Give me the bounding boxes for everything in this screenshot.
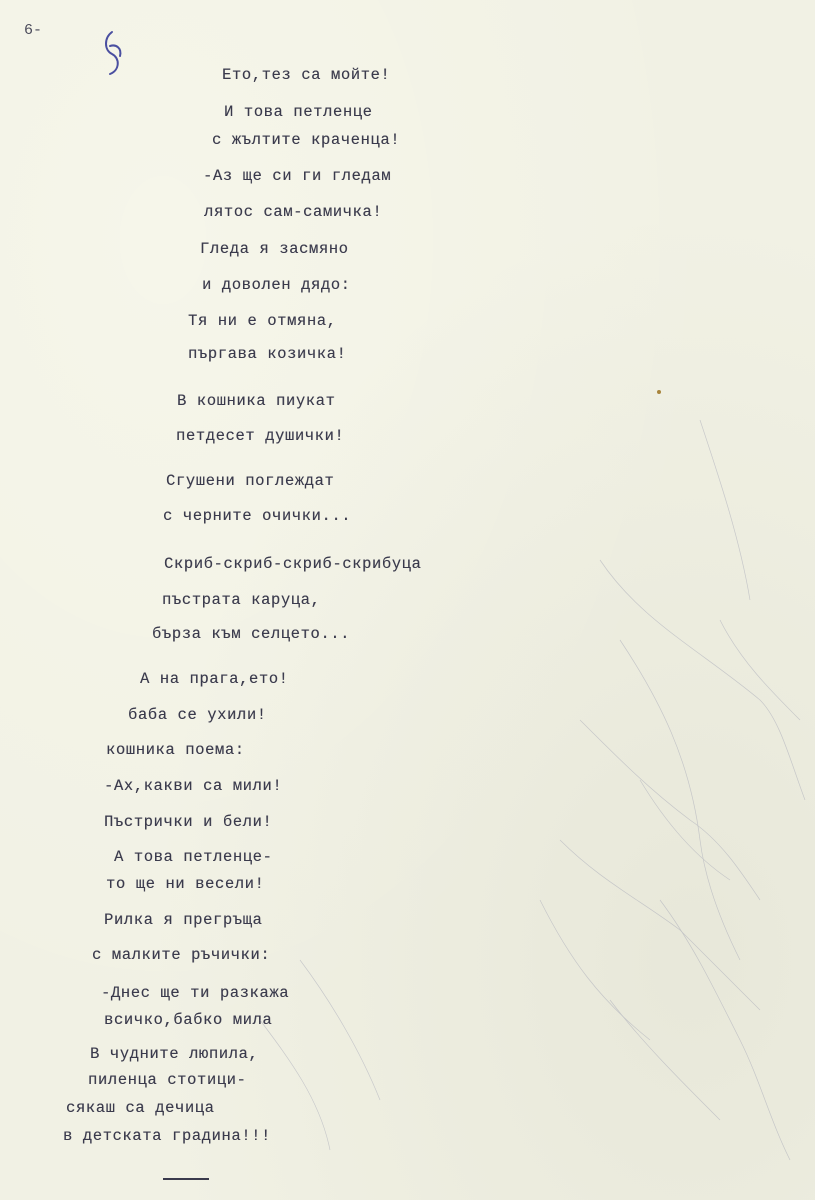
stain-dot (657, 390, 661, 394)
poem-line: всичко,бабко мила (104, 1011, 273, 1029)
poem-line: Пъстрички и бели! (104, 813, 273, 831)
handwritten-margin-mark (98, 28, 130, 78)
poem-line: Тя ни е отмяна, (188, 312, 337, 330)
poem-line: пъстрата каруца, (162, 591, 321, 609)
page-number: 6- (24, 22, 43, 39)
poem-line: лятос сам-самичка! (204, 203, 383, 221)
poem-line: -Днес ще ти разкажа (101, 984, 290, 1002)
poem-line: бърза към селцето... (152, 625, 351, 643)
poem-line: с малките ръчички: (92, 946, 271, 964)
poem-line: Гледа я засмяно (200, 240, 349, 258)
poem-line: -Аз ще си ги гледам (203, 167, 392, 185)
poem-line: сякаш са дечица (66, 1099, 215, 1117)
poem-line: и доволен дядо: (202, 276, 351, 294)
poem-line: с жълтите краченца! (212, 131, 401, 149)
poem-line: В чудните люпила, (90, 1045, 259, 1063)
poem-line: В кошника пиукат (177, 392, 336, 410)
poem-line: пъргава козичка! (188, 345, 347, 363)
poem-line: Сгушени поглеждат (166, 472, 335, 490)
poem-line: кошника поема: (106, 741, 245, 759)
poem-line: то ще ни весели! (106, 875, 265, 893)
poem-line: Рилка я прегръща (104, 911, 263, 929)
poem-line: А на прага,ето! (140, 670, 289, 688)
poem-line: пиленца стотици- (88, 1071, 247, 1089)
poem-line: А това петленце- (114, 848, 273, 866)
end-rule (163, 1178, 209, 1180)
poem-line: Ето,тез са мойте! (222, 66, 391, 84)
poem-line: И това петленце (224, 103, 373, 121)
poem-line: в детската градина!!! (63, 1127, 271, 1145)
poem-line: петдесет душички! (176, 427, 345, 445)
poem-line: с черните очички... (163, 507, 352, 525)
poem-line: Скриб-скриб-скриб-скрибуца (164, 555, 422, 573)
poem-line: баба се ухили! (128, 706, 267, 724)
poem-line: -Ах,какви са мили! (104, 777, 283, 795)
